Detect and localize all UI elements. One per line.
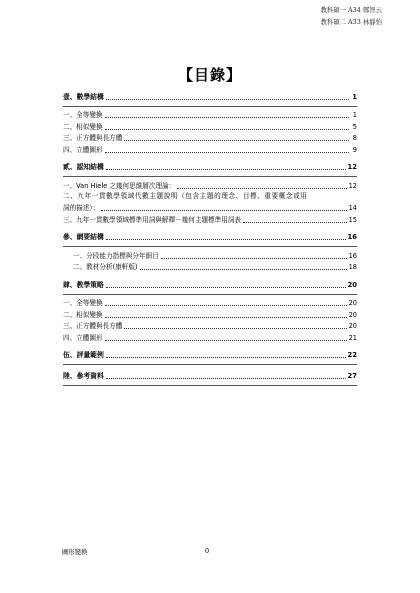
toc-label: 三、正方體與長方體 — [63, 322, 123, 330]
dot-leader — [105, 317, 347, 318]
toc-page: 16 — [348, 251, 357, 260]
toc-label: 陸、參考資料 — [63, 371, 104, 380]
toc-page: 8 — [352, 134, 357, 142]
toc-item[interactable] — [63, 179, 357, 191]
dot-leader — [106, 99, 349, 100]
footer-title: 圖形變換 — [62, 548, 88, 556]
toc-section-5[interactable] — [63, 349, 357, 361]
toc-label: 貳、認知結構 — [63, 163, 104, 171]
toc-item[interactable] — [63, 120, 357, 132]
dot-leader — [124, 328, 346, 329]
toc-label: 二、教材分析(康軒版) — [73, 263, 138, 271]
toc-item[interactable] — [63, 213, 357, 225]
toc-page: 12 — [347, 163, 357, 171]
toc-page: 9 — [352, 145, 357, 154]
dot-leader — [105, 117, 349, 118]
dot-leader — [106, 357, 346, 358]
toc-item[interactable] — [63, 297, 357, 309]
toc-label: 四、立體圖形 — [63, 145, 103, 154]
toc-item[interactable] — [63, 261, 357, 273]
dot-leader — [105, 305, 347, 306]
toc-page: 21 — [348, 333, 357, 342]
author-line-1: 教科碩一 A34 鄭智云 — [320, 6, 382, 14]
toc-label: 四、立體圖形 — [63, 333, 103, 342]
toc-page: 1 — [352, 111, 357, 119]
dot-leader — [140, 269, 347, 270]
toc-label: 三、正方體與長方體 — [63, 134, 123, 142]
dot-leader — [161, 258, 347, 259]
author-header — [320, 4, 382, 28]
toc-page: 18 — [348, 263, 357, 271]
toc-label: 三、九年一貫數學領域標準用詞與解釋－幾何主題標準用詞表 — [63, 215, 242, 224]
toc-page: 22 — [347, 351, 357, 359]
dot-leader — [106, 287, 346, 288]
author-line-2: 教科碩二 A33 林靜怡 — [320, 18, 382, 26]
divider — [63, 364, 357, 365]
toc-item[interactable] — [63, 132, 357, 144]
toc-label: 一、全等變換 — [63, 299, 103, 307]
dot-leader — [106, 169, 346, 170]
toc-page: 1 — [352, 92, 357, 101]
toc-label-line-2: 詞的描述）： — [63, 204, 100, 212]
divider — [63, 294, 357, 295]
dot-leader — [243, 222, 347, 223]
toc-item[interactable] — [63, 331, 357, 343]
dot-leader — [124, 140, 349, 141]
toc-section-1[interactable] — [63, 90, 357, 102]
toc-page: 20 — [348, 299, 357, 307]
toc-page: 14 — [348, 204, 357, 212]
toc-page: 15 — [348, 215, 357, 224]
dot-leader — [101, 210, 346, 211]
table-of-contents — [63, 90, 357, 388]
toc-label: 參、網要結構 — [63, 233, 104, 241]
toc-item[interactable] — [63, 109, 357, 121]
toc-label: 二、相似變換 — [63, 122, 103, 131]
toc-item-multiline[interactable] — [63, 191, 357, 214]
toc-item[interactable] — [63, 308, 357, 320]
dot-leader — [106, 378, 346, 379]
toc-section-3[interactable] — [63, 231, 357, 243]
toc-item[interactable] — [63, 320, 357, 332]
toc-page: 27 — [347, 371, 357, 380]
divider — [63, 176, 357, 177]
toc-page: 20 — [348, 322, 357, 330]
toc-page: 5 — [352, 122, 357, 131]
toc-label-line-1: 二、九年一貫數學領域代數主題說明（包含主題的理念、目標、重要概念或用 — [63, 191, 308, 200]
toc-section-2[interactable] — [63, 161, 357, 173]
toc-label: 一、全等變換 — [63, 111, 103, 119]
toc-label: 壹、數學結構 — [63, 92, 104, 101]
dot-leader — [105, 152, 349, 153]
dot-leader — [105, 340, 347, 341]
toc-label: 一、分段能力指標與分年細目 — [73, 251, 159, 260]
toc-page: 16 — [347, 233, 357, 241]
toc-item[interactable] — [63, 143, 357, 155]
toc-page: 20 — [348, 310, 357, 319]
dot-leader — [105, 129, 349, 130]
toc-label: 伍、評量範例 — [63, 351, 104, 359]
toc-item[interactable] — [63, 249, 357, 261]
divider — [63, 106, 357, 107]
divider — [63, 246, 357, 247]
toc-page: 20 — [347, 280, 357, 289]
divider — [63, 385, 357, 386]
toc-page: 12 — [348, 181, 357, 190]
dot-leader — [106, 239, 346, 240]
toc-section-6[interactable] — [63, 369, 357, 381]
page-number: 0 — [205, 547, 210, 555]
toc-section-4[interactable] — [63, 278, 357, 290]
dot-leader — [177, 188, 346, 189]
toc-label: 肆、教學策略 — [63, 280, 104, 289]
page-title: 【目錄】 — [177, 66, 242, 84]
toc-label: 一、Van Hiele 之幾何思維層次理論： — [63, 181, 176, 190]
toc-label: 二、相似變換 — [63, 310, 103, 319]
